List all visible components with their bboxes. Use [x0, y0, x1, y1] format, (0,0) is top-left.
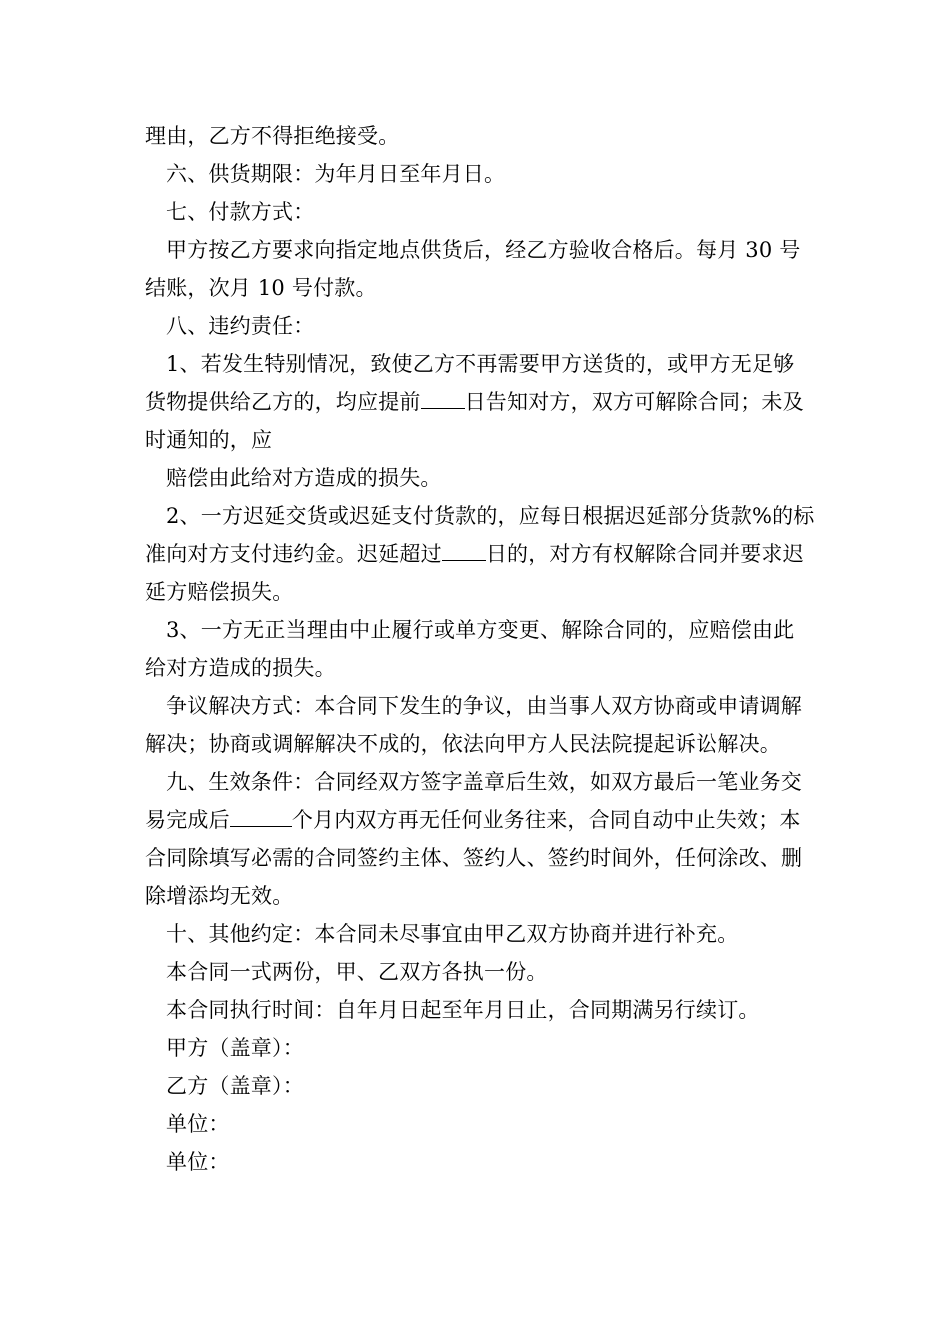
effective-part-b: 个月内双方再无任何业务往来，合同自动中止失效；本合同除填写必需的合同签约主体、签约人、签约时间外，任何涂改、删除增添均无效。	[145, 808, 803, 908]
party-b-seal-label: 乙方（盖章）：	[166, 1074, 304, 1098]
liability-2-part-b: 日的，对方有权解除合同并要求迟延方赔偿损失。	[145, 542, 804, 604]
paragraph-dispute-resolution: 争议解决方式：本合同下发生的争议，由当事人双方协商或申请调解解决；协商或调解解决不成的，依法向甲方人民法院提起诉讼解决。	[145, 694, 802, 756]
liability-1-part-a: 1、若发生特别情况，致使乙方不再需要甲方送货的，或甲方无足够货物提供给乙方的，均应提前	[145, 352, 795, 414]
delay-days-blank	[442, 538, 486, 561]
paragraph-liability-1	[145, 345, 815, 459]
paragraph-effective-conditions	[145, 763, 815, 915]
effective-part-a: 九、生效条件：合同经双方签字盖章后生效，如双方最后一笔业务交易完成后	[145, 770, 802, 832]
notice-days-blank	[421, 386, 465, 409]
paragraph-liability-3: 3、一方无正当理由中止履行或单方变更、解除合同的，应赔偿由此给对方造成的损失。	[145, 618, 795, 680]
heading-liability: 八、违约责任：	[166, 314, 315, 338]
party-b-unit-label: 单位：	[166, 1150, 230, 1174]
months-blank	[230, 804, 292, 827]
paragraph-reason-continuation: 理由，乙方不得拒绝接受。	[145, 124, 400, 148]
paragraph-payment-terms: 甲方按乙方要求向指定地点供货后，经乙方验收合格后。每月 30 号结账，次月 10 号付款。	[145, 238, 801, 300]
liability-2-part-a: 2、一方迟延交货或迟延支付货款的，应每日根据迟延部分货款%的标准向对方支付违约金。迟延超过	[145, 504, 815, 566]
party-a-seal-label: 甲方（盖章）：	[166, 1036, 304, 1060]
party-a-unit-label: 单位：	[166, 1112, 230, 1136]
contract-body	[145, 117, 815, 1181]
paragraph-liability-2	[145, 497, 815, 611]
heading-payment-method: 七、付款方式：	[166, 200, 315, 224]
paragraph-other-agreements: 十、其他约定：本合同未尽事宜由甲乙双方协商并进行补充。	[166, 922, 739, 946]
paragraph-compensation: 赔偿由此给对方造成的损失。	[166, 466, 442, 490]
paragraph-execution-period: 本合同执行时间：自年月日起至年月日止，合同期满另行续订。	[166, 998, 760, 1022]
paragraph-supply-period: 六、供货期限：为年月日至年月日。	[166, 162, 506, 186]
liability-1-part-b: 日告知对方，双方可解除合同；未及时通知的，应	[145, 390, 804, 452]
paragraph-copies: 本合同一式两份，甲、乙双方各执一份。	[166, 960, 548, 984]
